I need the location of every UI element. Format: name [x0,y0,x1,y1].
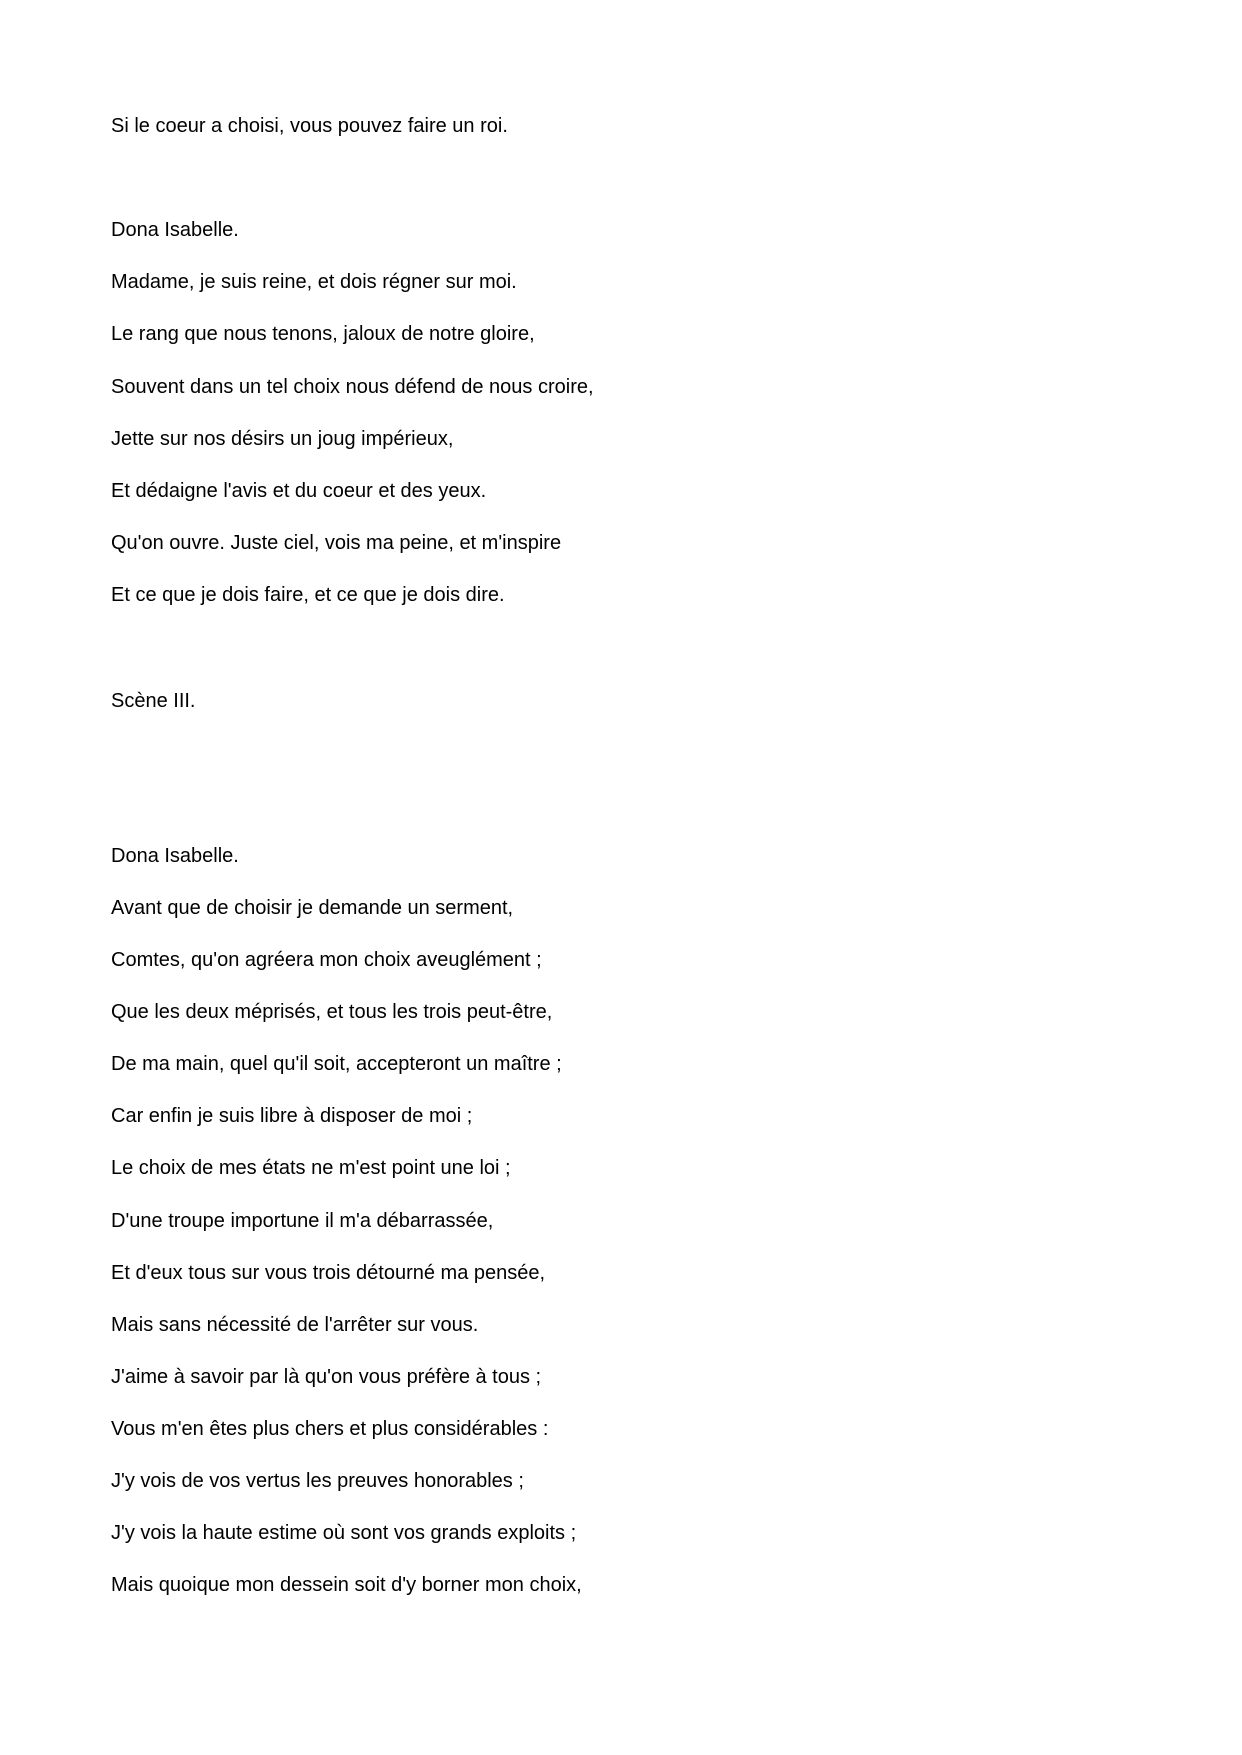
verse-line: Que les deux méprisés, et tous les trois peut-être, [111,1001,553,1023]
verse-line: Le rang que nous tenons, jaloux de notre gloire, [111,323,535,345]
verse-line: Et dédaigne l'avis et du coeur et des yeux. [111,480,487,502]
verse-line: Si le coeur a choisi, vous pouvez faire un roi. [111,115,508,137]
verse-line: Qu'on ouvre. Juste ciel, vois ma peine, et m'inspire [111,532,562,554]
speaker-name: Dona Isabelle. [111,845,239,867]
verse-line: De ma main, quel qu'il soit, accepteront un maître ; [111,1053,562,1075]
verse-line: Et ce que je dois faire, et ce que je dois dire. [111,584,505,606]
verse-line: J'y vois de vos vertus les preuves honorables ; [111,1470,524,1492]
verse-line: Vous m'en êtes plus chers et plus considérables : [111,1418,549,1440]
verse-line: Souvent dans un tel choix nous défend de nous croire, [111,376,594,398]
verse-line: Le choix de mes états ne m'est point une loi ; [111,1157,511,1179]
speaker-name: Dona Isabelle. [111,219,239,241]
verse-line: Comtes, qu'on agréera mon choix aveuglément ; [111,949,542,971]
verse-line: Jette sur nos désirs un joug impérieux, [111,428,454,450]
verse-line: D'une troupe importune il m'a débarrassée, [111,1210,494,1232]
verse-line: Mais quoique mon dessein soit d'y borner mon choix, [111,1574,582,1596]
verse-line: Mais sans nécessité de l'arrêter sur vous. [111,1314,479,1336]
verse-line: Avant que de choisir je demande un serment, [111,897,514,919]
verse-line: Madame, je suis reine, et dois régner sur moi. [111,271,517,293]
verse-line: Car enfin je suis libre à disposer de moi ; [111,1105,473,1127]
verse-line: Et d'eux tous sur vous trois détourné ma pensée, [111,1262,546,1284]
verse-line: J'y vois la haute estime où sont vos grands exploits ; [111,1522,577,1544]
scene-heading: Scène III. [111,690,196,712]
verse-line: J'aime à savoir par là qu'on vous préfère à tous ; [111,1366,542,1388]
